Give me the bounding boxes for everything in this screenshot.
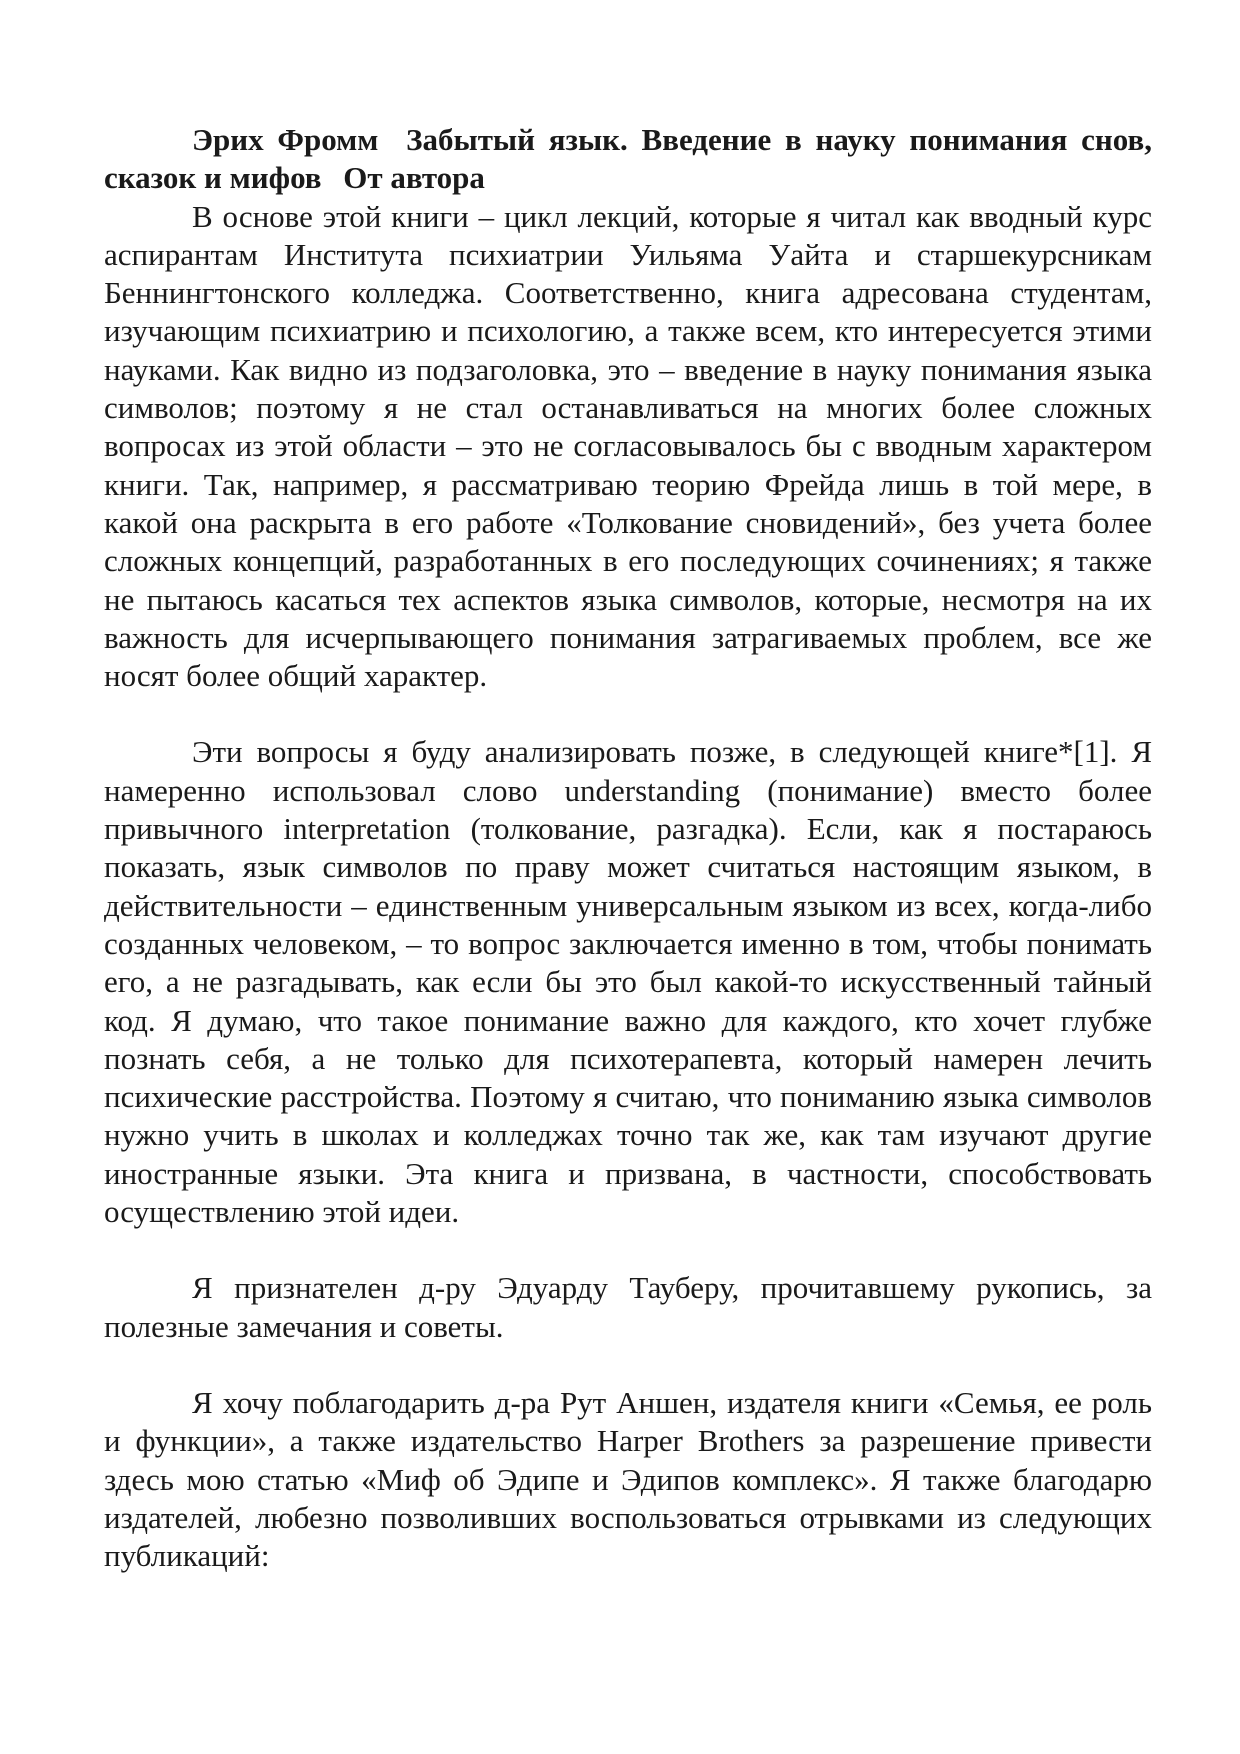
- paragraph-4: Я хочу поблагодарить д-ра Рут Аншен, издателя книги «Семья, ее роль и функции», а также издательство Harper Brothers за разрешение привести здесь мою статью «Миф об Эдипе и Эдипов комплекс». Я также благодарю издателей, любезно позволивших воспользоваться отрывками из следующих публикаций:: [104, 1384, 1152, 1574]
- book-title: Забытый язык. Введение в науку понимания снов, сказок и мифов: [104, 122, 1152, 196]
- paragraph-3: Я признателен д-ру Эдуарду Тауберу, прочитавшему рукопись, за полезные замечания и советы.: [104, 1270, 1152, 1344]
- section-title: От автора: [343, 160, 485, 196]
- text-column: [104, 121, 1152, 1575]
- paragraph-1: В основе этой книги – цикл лекций, которые я читал как вводный курс аспирантам Института психиатрии Уильяма Уайта и старшекурсникам Беннингтонского колледжа. Соответственно, книга адресована студентам, изучающим психиатрию и психологию, а также всем, кто интересуется этими науками. Как видно из подзаголовка, это – введение в науку понимания языка символов; поэтому я не стал останавливаться на многих более сложных вопросах из этой области – это не согласовывалось бы с вводным характером книги. Так, например, я рассматриваю теорию Фрейда лишь в той мере, в какой она раскрыта в его работе «Толкование сновидений», без учета более сложных концепций, разработанных в его последующих сочинениях; я также не пытаюсь касаться тех аспектов языка символов, которые, несмотря на их важность для исчерпывающего понимания затрагиваемых проблем, все же носят более общий характер.: [104, 198, 1152, 694]
- paragraph-2: Эти вопросы я буду анализировать позже, в следующей книге*[1]. Я намеренно использовал слово understanding (понимание) вместо более привычного interpretation (толкование, разгадка). Если, как я постараюсь показать, язык символов по праву может считаться настоящим языком, в действительности – единственным универсальным языком из всех, когда-либо созданных человеком, – то вопрос заключается именно в том, чтобы понимать его, а не разгадывать, как если бы это был какой-то искусственный тайный код. Я думаю, что такое понимание важно для каждого, кто хочет глубже познать себя, а не только для психотерапевта, который намерен лечить психические расстройства. Поэтому я считаю, что пониманию языка символов нужно учить в школах и колледжах точно так же, как там изучают другие иностранные языки. Эта книга и призвана, в частности, способствовать осуществлению этой идеи.: [104, 734, 1152, 1230]
- author-name: Эрих Фромм: [192, 122, 379, 157]
- document-title: [104, 121, 1152, 198]
